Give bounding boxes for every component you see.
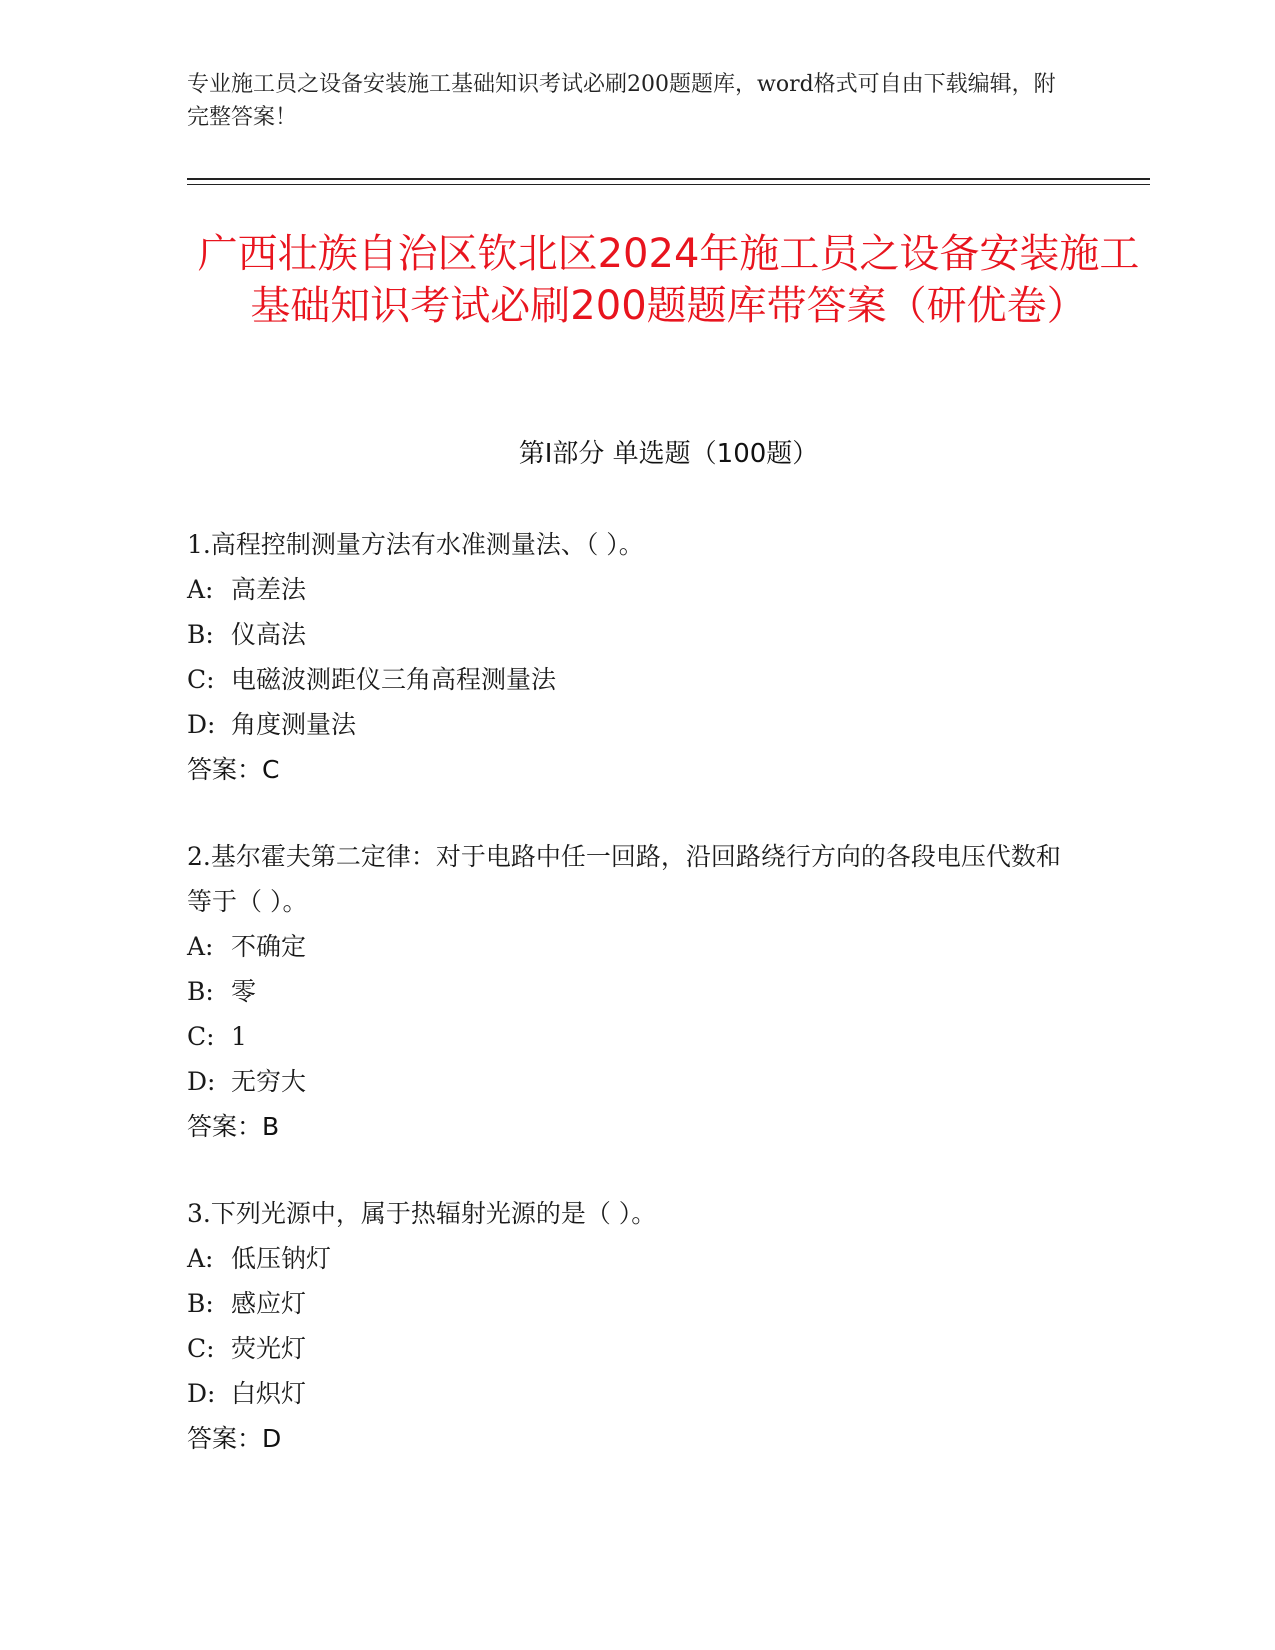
option-letter: C: <box>187 665 215 694</box>
question-1 <box>187 522 1147 792</box>
option-a <box>187 1236 1147 1281</box>
option-c <box>187 1326 1147 1371</box>
option-letter: A: <box>187 575 214 604</box>
option-letter: B: <box>187 620 214 649</box>
option-d <box>187 1371 1147 1416</box>
option-text: 不确定 <box>231 932 307 961</box>
option-text: 1 <box>231 1022 247 1051</box>
answer-line: 答案：B <box>187 1112 280 1141</box>
option-letter: C: <box>187 1334 215 1363</box>
option-letter: D: <box>187 710 216 739</box>
option-letter: D: <box>187 1067 216 1096</box>
option-d <box>187 702 1147 747</box>
answer-line: 答案：C <box>187 755 280 784</box>
header-note: 专业施工员之设备安装施工基础知识考试必刷200题题库，word格式可自由下载编辑，附完整答案！ <box>187 72 1056 130</box>
option-text: 仪高法 <box>231 620 307 649</box>
option-text: 低压钠灯 <box>231 1244 332 1273</box>
option-text: 角度测量法 <box>231 710 357 739</box>
option-letter: B: <box>187 1289 214 1318</box>
option-a <box>187 924 1147 969</box>
option-text: 电磁波测距仪三角高程测量法 <box>231 665 557 694</box>
option-letter: D: <box>187 1379 216 1408</box>
answer-line: 答案：D <box>187 1424 282 1453</box>
option-c <box>187 1014 1147 1059</box>
option-text: 高差法 <box>231 575 307 604</box>
question-stem: 2.基尔霍夫第二定律：对于电路中任一回路，沿回路绕行方向的各段电压代数和等于（ ）。 <box>187 842 1061 916</box>
option-text: 白炽灯 <box>231 1379 307 1408</box>
option-b <box>187 1281 1147 1326</box>
question-3 <box>187 1191 1147 1461</box>
option-letter: A: <box>187 932 214 961</box>
question-stem: 3.下列光源中，属于热辐射光源的是（ ）。 <box>187 1199 657 1228</box>
section-title: 第I部分 单选题（100题） <box>518 439 819 469</box>
option-b <box>187 612 1147 657</box>
option-letter: A: <box>187 1244 214 1273</box>
header-divider <box>187 178 1150 185</box>
document-title: 广西壮族自治区钦北区2024年施工员之设备安装施工基础知识考试必刷200题题库带答案（研优卷） <box>197 231 1140 329</box>
option-text: 无穷大 <box>231 1067 307 1096</box>
question-stem: 1.高程控制测量方法有水准测量法、（ ）。 <box>187 530 644 559</box>
option-text: 荧光灯 <box>231 1334 307 1363</box>
option-a <box>187 567 1147 612</box>
question-list <box>187 522 1147 1503</box>
option-text: 感应灯 <box>231 1289 307 1318</box>
option-b <box>187 969 1147 1014</box>
option-text: 零 <box>231 977 257 1006</box>
document-page <box>187 68 1147 1453</box>
option-d <box>187 1059 1147 1104</box>
question-2 <box>187 834 1147 1149</box>
option-letter: B: <box>187 977 214 1006</box>
option-c <box>187 657 1147 702</box>
option-letter: C: <box>187 1022 215 1051</box>
